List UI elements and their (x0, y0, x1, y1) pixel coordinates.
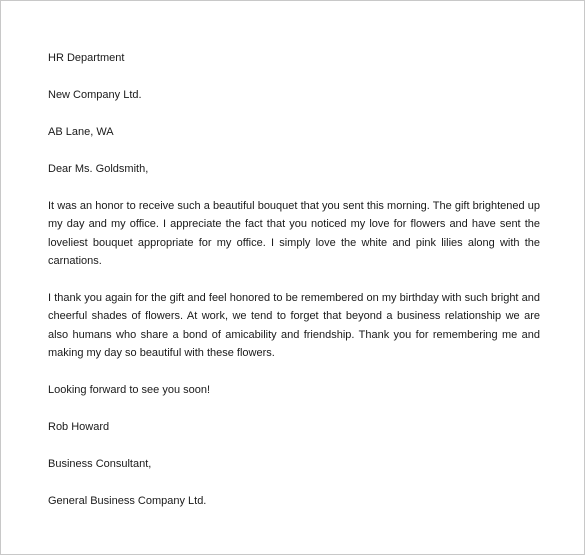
recipient-department: HR Department (48, 52, 125, 64)
letter-body (48, 49, 540, 529)
closing-line: Looking forward to see you soon! (48, 384, 211, 397)
sender-title: Business Consultant, (48, 458, 152, 471)
salutation: Dear Ms. Goldsmith, (48, 163, 149, 175)
sender-name: Rob Howard (48, 421, 110, 434)
body-paragraph-2: I thank you again for the gift and feel honored to be remembered on my birthday with such bright and cheerful shades of flowers. At work, we tend to forget that beyond a business relationship we are also humans who share a bond of amicability and friendship. Thank you for remembering me and making my day so beautiful with these flowers. (48, 292, 540, 360)
recipient-company: New Company Ltd. (48, 89, 142, 101)
body-paragraph-1: It was an honor to receive such a beautiful bouquet that you sent this morning. The gift brightened up my day and my office. I appreciate the fact that you noticed my love for flowers and have sent the loveliest bouquet appropriate for my office. I simply love the white and pink lilies along with the carnations. (48, 200, 540, 267)
sender-company: General Business Company Ltd. (48, 495, 207, 508)
recipient-address: AB Lane, WA (48, 126, 114, 138)
